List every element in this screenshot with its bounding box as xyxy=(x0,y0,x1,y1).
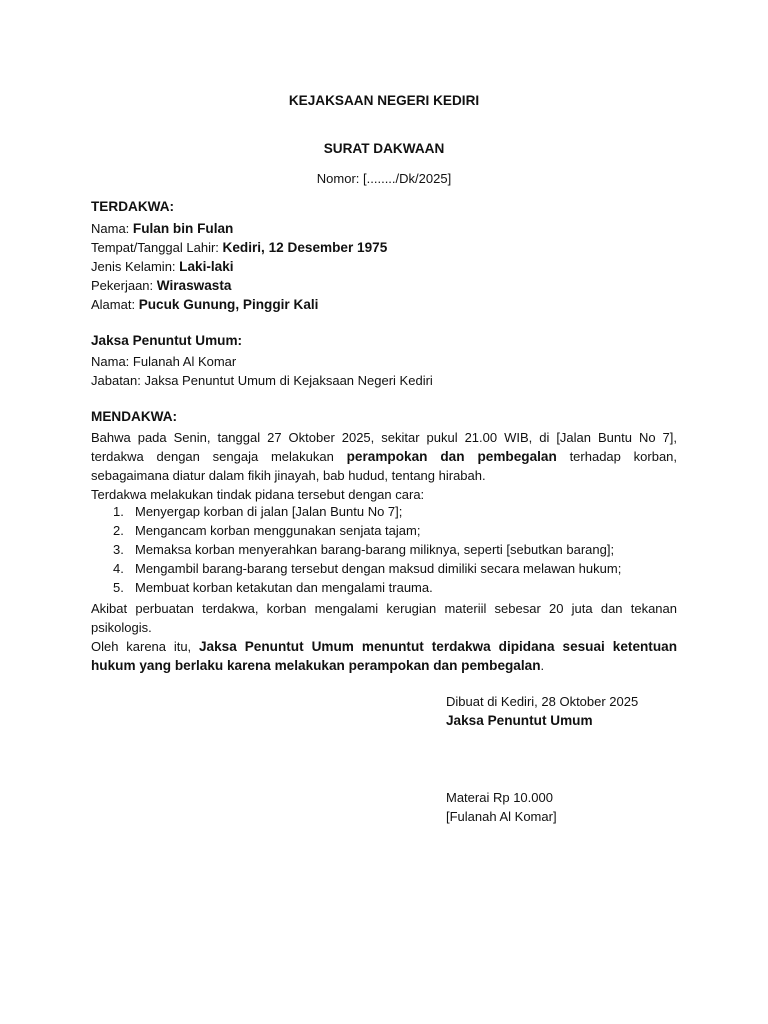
list-item xyxy=(91,521,677,540)
list-item-number: 2. xyxy=(113,523,124,538)
defendant-address: Pucuk Gunung, Pinggir Kali xyxy=(138,297,319,312)
list-item xyxy=(91,559,677,578)
document-number: Nomor: [......../Dk/2025] xyxy=(316,171,452,186)
document-title: SURAT DAKWAAN xyxy=(323,141,445,156)
list-item-number: 3. xyxy=(113,542,124,557)
defendant-gender-label: Jenis Kelamin: xyxy=(91,259,180,274)
charge-heading: MENDAKWA: xyxy=(91,409,178,424)
list-item-text: Mengancam korban menggunakan senjata tajam; xyxy=(135,523,421,538)
defendant-job: Wiraswasta xyxy=(156,278,232,293)
defendant-birth: Kediri, 12 Desember 1975 xyxy=(222,240,388,255)
defendant-birth-line xyxy=(91,238,387,257)
list-item xyxy=(91,502,677,521)
defendant-gender-line xyxy=(91,257,234,276)
defendant-address-line xyxy=(91,295,318,314)
defendant-job-line xyxy=(91,276,231,295)
charge-paragraph-1-start: Bahwa pada Senin, tanggal 27 Oktober 2025, sekitar pukul 21.00 WIB, di [Jalan Buntu No 7], terdakwa dengan sengaja melakukan xyxy=(91,430,677,464)
charge-paragraph-4-start: Oleh karena itu, xyxy=(91,639,199,654)
list-item xyxy=(91,578,677,597)
defendant-gender: Laki-laki xyxy=(179,259,234,274)
charge-paragraph-1 xyxy=(91,428,677,485)
prosecutor-name: Nama: Fulanah Al Komar xyxy=(91,354,237,369)
signature-name: [Fulanah Al Komar] xyxy=(446,809,557,824)
list-item-text: Mengambil barang-barang tersebut dengan maksud dimiliki secara melawan hukum; xyxy=(135,561,622,576)
charge-paragraph-3: Akibat perbuatan terdakwa, korban mengalami kerugian materiil sebesar 20 juta dan tekanan psikologis. xyxy=(91,601,677,635)
defendant-address-label: Alamat: xyxy=(91,297,139,312)
charge-crime-highlight: perampokan dan pembegalan xyxy=(346,449,557,464)
institution-title: KEJAKSAAN NEGERI KEDIRI xyxy=(288,93,480,108)
signature-stamp: Materai Rp 10.000 xyxy=(446,790,553,805)
prosecutor-heading: Jaksa Penuntut Umum: xyxy=(91,333,243,348)
prosecutor-position: Jabatan: Jaksa Penuntut Umum di Kejaksaan Negeri Kediri xyxy=(91,373,433,388)
signature-title: Jaksa Penuntut Umum xyxy=(446,713,593,728)
list-item-number: 5. xyxy=(113,580,124,595)
defendant-name: Fulan bin Fulan xyxy=(132,221,234,236)
charge-paragraph-2: Terdakwa melakukan tindak pidana tersebut dengan cara: xyxy=(91,487,425,502)
list-item-text: Memaksa korban menyerahkan barang-barang miliknya, seperti [sebutkan barang]; xyxy=(135,542,615,557)
charge-paragraph-4-end: . xyxy=(540,658,545,673)
charge-demand-highlight: Jaksa Penuntut Umum menuntut terdakwa dipidana sesuai ketentuan hukum yang berlaku karena melakukan perampokan dan pembegalan xyxy=(91,639,677,673)
list-item-number: 1. xyxy=(113,504,124,519)
charge-paragraph-1-end: terhadap korban, sebagaimana diatur dalam fikih jinayah, bab hudud, tentang hirabah. xyxy=(91,449,678,483)
list-item-text: Menyergap korban di jalan [Jalan Buntu No 7]; xyxy=(135,504,403,519)
defendant-name-line xyxy=(91,219,233,238)
defendant-job-label: Pekerjaan: xyxy=(91,278,157,293)
defendant-heading: TERDAKWA: xyxy=(91,199,175,214)
list-item xyxy=(91,540,677,559)
defendant-birth-label: Tempat/Tanggal Lahir: xyxy=(91,240,223,255)
list-item-text: Membuat korban ketakutan dan mengalami trauma. xyxy=(135,580,433,595)
charge-method-list xyxy=(91,502,677,597)
signature-place-date: Dibuat di Kediri, 28 Oktober 2025 xyxy=(446,694,639,709)
list-item-number: 4. xyxy=(113,561,124,576)
defendant-name-label: Nama: xyxy=(91,221,133,236)
charge-paragraph-4 xyxy=(91,637,677,675)
